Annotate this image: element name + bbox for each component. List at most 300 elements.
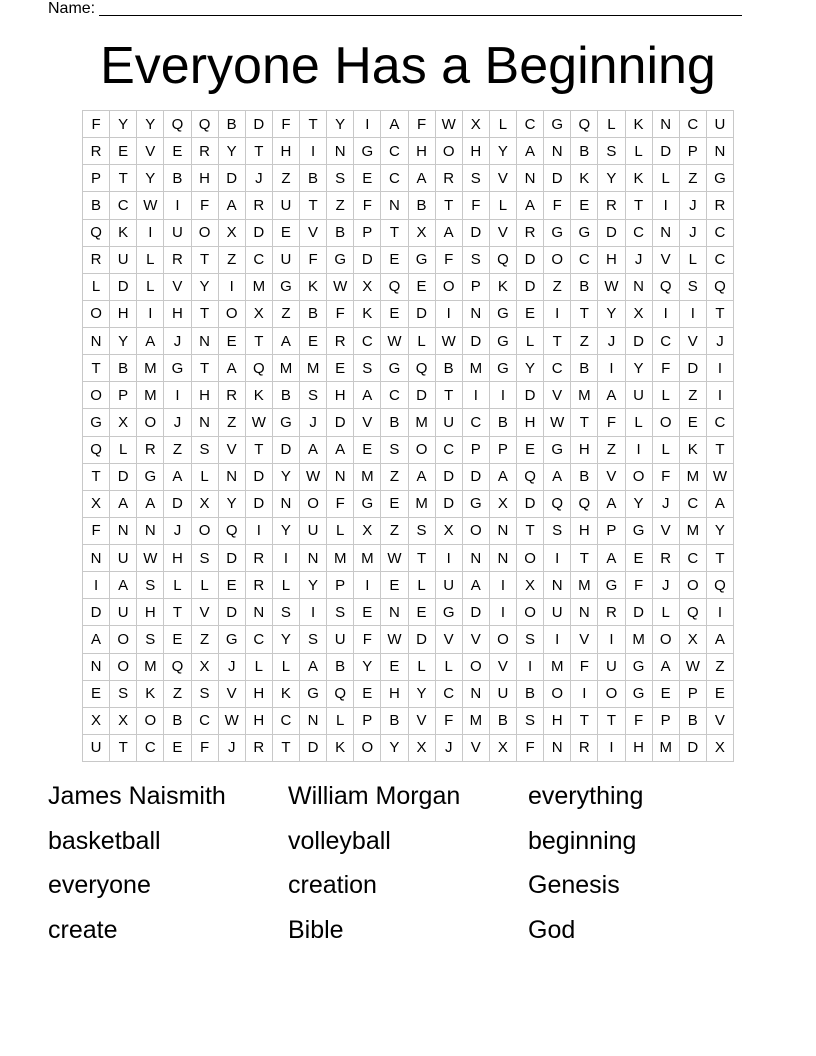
grid-cell: E — [83, 681, 110, 708]
grid-cell: Q — [83, 437, 110, 464]
grid-cell: F — [192, 192, 219, 219]
grid-cell: T — [544, 328, 571, 355]
grid-cell: K — [246, 382, 273, 409]
grid-cell: E — [409, 274, 436, 301]
grid-cell: P — [463, 437, 490, 464]
grid-cell: W — [381, 626, 408, 653]
grid-cell: U — [544, 599, 571, 626]
grid-cell: K — [490, 274, 517, 301]
grid-cell: I — [544, 626, 571, 653]
grid-cell: Q — [544, 491, 571, 518]
grid-cell: H — [164, 301, 191, 328]
grid-cell: Z — [544, 274, 571, 301]
grid-cell: T — [164, 599, 191, 626]
grid-cell: L — [517, 328, 544, 355]
grid-cell: E — [354, 599, 381, 626]
grid-cell: S — [544, 518, 571, 545]
grid-cell: F — [409, 111, 436, 138]
grid-cell: N — [463, 681, 490, 708]
grid-cell: A — [436, 220, 463, 247]
grid-cell: Q — [409, 355, 436, 382]
grid-cell: K — [354, 301, 381, 328]
grid-cell: C — [436, 437, 463, 464]
grid-cell: N — [300, 708, 327, 735]
grid-cell: P — [354, 220, 381, 247]
grid-cell: X — [463, 111, 490, 138]
grid-cell: U — [83, 735, 110, 762]
grid-cell: D — [626, 328, 653, 355]
grid-cell: M — [653, 735, 680, 762]
grid-cell: W — [219, 708, 246, 735]
grid-cell: H — [571, 437, 598, 464]
grid-cell: A — [83, 626, 110, 653]
grid-cell: G — [381, 355, 408, 382]
grid-cell: F — [626, 572, 653, 599]
grid-cell: F — [327, 491, 354, 518]
grid-cell: A — [707, 626, 734, 653]
grid-cell: P — [680, 138, 707, 165]
grid-cell: D — [463, 599, 490, 626]
grid-cell: U — [110, 545, 137, 572]
grid-cell: E — [409, 599, 436, 626]
grid-cell: S — [327, 165, 354, 192]
grid-cell: V — [137, 138, 164, 165]
grid-cell: X — [680, 626, 707, 653]
grid-cell: W — [327, 274, 354, 301]
grid-cell: O — [83, 382, 110, 409]
grid-cell: N — [246, 599, 273, 626]
grid-cell: M — [409, 491, 436, 518]
grid-cell: O — [517, 545, 544, 572]
grid-cell: I — [707, 599, 734, 626]
grid-cell: X — [490, 491, 517, 518]
grid-cell: R — [571, 735, 598, 762]
grid-cell: T — [246, 328, 273, 355]
grid-cell: V — [707, 708, 734, 735]
grid-cell: M — [680, 464, 707, 491]
grid-cell: T — [300, 111, 327, 138]
grid-cell: D — [517, 491, 544, 518]
grid-cell: X — [246, 301, 273, 328]
grid-cell: Z — [571, 328, 598, 355]
grid-cell: X — [490, 735, 517, 762]
grid-cell: N — [327, 138, 354, 165]
grid-cell: B — [571, 138, 598, 165]
grid-cell: Z — [680, 165, 707, 192]
grid-cell: Q — [571, 491, 598, 518]
grid-cell: H — [246, 708, 273, 735]
grid-cell: K — [273, 681, 300, 708]
grid-cell: R — [598, 599, 625, 626]
grid-cell: E — [707, 681, 734, 708]
grid-cell: J — [164, 518, 191, 545]
grid-cell: K — [571, 165, 598, 192]
grid-cell: I — [707, 355, 734, 382]
grid-cell: R — [164, 247, 191, 274]
grid-cell: J — [680, 192, 707, 219]
grid-cell: A — [653, 654, 680, 681]
grid-cell: N — [273, 491, 300, 518]
grid-cell: I — [164, 382, 191, 409]
grid-cell: J — [219, 654, 246, 681]
grid-cell: Y — [219, 491, 246, 518]
grid-cell: E — [273, 220, 300, 247]
grid-cell: V — [571, 626, 598, 653]
grid-cell: N — [192, 328, 219, 355]
grid-cell: Q — [219, 518, 246, 545]
grid-cell: F — [327, 301, 354, 328]
grid-cell: J — [246, 165, 273, 192]
grid-cell: D — [463, 220, 490, 247]
grid-cell: O — [653, 409, 680, 436]
word-bank-item: Genesis — [528, 871, 620, 899]
grid-cell: Y — [192, 274, 219, 301]
grid-cell: Q — [192, 111, 219, 138]
grid-cell: B — [300, 301, 327, 328]
grid-cell: O — [409, 437, 436, 464]
grid-cell: I — [653, 192, 680, 219]
grid-cell: S — [354, 355, 381, 382]
grid-cell: T — [626, 192, 653, 219]
grid-cell: H — [327, 382, 354, 409]
grid-cell: E — [219, 328, 246, 355]
grid-cell: A — [598, 382, 625, 409]
grid-cell: C — [354, 328, 381, 355]
grid-cell: N — [110, 518, 137, 545]
grid-cell: I — [354, 111, 381, 138]
grid-cell: W — [707, 464, 734, 491]
grid-cell: X — [110, 708, 137, 735]
grid-cell: N — [83, 545, 110, 572]
grid-cell: F — [192, 735, 219, 762]
grid-cell: F — [653, 464, 680, 491]
grid-cell: T — [707, 437, 734, 464]
grid-cell: I — [137, 220, 164, 247]
grid-cell: O — [463, 518, 490, 545]
grid-cell: N — [490, 518, 517, 545]
grid-cell: A — [544, 464, 571, 491]
grid-cell: D — [653, 138, 680, 165]
grid-cell: R — [83, 138, 110, 165]
grid-cell: C — [381, 138, 408, 165]
grid-cell: F — [83, 111, 110, 138]
grid-cell: A — [409, 165, 436, 192]
grid-cell: Y — [273, 626, 300, 653]
grid-cell: V — [192, 599, 219, 626]
grid-cell: E — [327, 355, 354, 382]
grid-cell: B — [381, 708, 408, 735]
grid-cell: I — [246, 518, 273, 545]
grid-cell: Q — [707, 572, 734, 599]
word-bank — [48, 778, 768, 956]
word-bank-item: Bible — [288, 915, 344, 944]
grid-cell: Q — [381, 274, 408, 301]
grid-cell: O — [192, 220, 219, 247]
grid-cell: Y — [327, 111, 354, 138]
grid-cell: U — [164, 220, 191, 247]
grid-cell: D — [463, 328, 490, 355]
grid-cell: R — [707, 192, 734, 219]
grid-cell: E — [164, 735, 191, 762]
grid-cell: E — [110, 138, 137, 165]
grid-cell: E — [680, 409, 707, 436]
grid-cell: Q — [327, 681, 354, 708]
grid-cell: H — [409, 138, 436, 165]
grid-cell: A — [490, 464, 517, 491]
grid-cell: I — [544, 301, 571, 328]
grid-cell: X — [707, 735, 734, 762]
grid-cell: C — [192, 708, 219, 735]
grid-cell: M — [137, 382, 164, 409]
grid-cell: I — [653, 301, 680, 328]
grid-cell: E — [219, 572, 246, 599]
grid-cell: B — [164, 708, 191, 735]
grid-cell: P — [598, 518, 625, 545]
grid-cell: I — [300, 599, 327, 626]
grid-cell: M — [626, 626, 653, 653]
grid-cell: Q — [164, 111, 191, 138]
grid-cell: B — [680, 708, 707, 735]
grid-cell: J — [436, 735, 463, 762]
grid-cell: K — [110, 220, 137, 247]
grid-cell: D — [219, 545, 246, 572]
grid-cell: N — [544, 572, 571, 599]
grid-cell: S — [409, 518, 436, 545]
grid-cell: I — [137, 301, 164, 328]
word-bank-item: James Naismith — [48, 782, 226, 810]
name-field-row — [48, 0, 742, 18]
grid-cell: H — [626, 735, 653, 762]
grid-cell: M — [409, 409, 436, 436]
grid-cell: I — [626, 437, 653, 464]
grid-cell: L — [137, 247, 164, 274]
grid-cell: D — [327, 409, 354, 436]
grid-cell: L — [409, 572, 436, 599]
grid-cell: G — [83, 409, 110, 436]
grid-cell: I — [164, 192, 191, 219]
grid-cell: A — [273, 328, 300, 355]
grid-cell: U — [273, 192, 300, 219]
grid-cell: S — [110, 681, 137, 708]
grid-cell: G — [544, 437, 571, 464]
grid-cell: I — [707, 382, 734, 409]
grid-cell: O — [626, 464, 653, 491]
grid-cell: D — [246, 111, 273, 138]
grid-cell: O — [137, 409, 164, 436]
grid-cell: N — [544, 735, 571, 762]
grid-cell: X — [517, 572, 544, 599]
grid-cell: E — [164, 138, 191, 165]
grid-cell: E — [164, 626, 191, 653]
grid-cell: H — [164, 545, 191, 572]
grid-cell: I — [273, 545, 300, 572]
grid-cell: T — [192, 301, 219, 328]
grid-cell: E — [571, 192, 598, 219]
grid-cell: B — [219, 111, 246, 138]
grid-cell: R — [246, 192, 273, 219]
grid-cell: T — [273, 735, 300, 762]
grid-cell: N — [463, 545, 490, 572]
grid-cell: U — [273, 247, 300, 274]
grid-cell: X — [354, 518, 381, 545]
grid-cell: N — [137, 518, 164, 545]
grid-cell: V — [680, 328, 707, 355]
grid-cell: C — [246, 626, 273, 653]
grid-cell: Q — [680, 599, 707, 626]
grid-cell: Z — [219, 409, 246, 436]
grid-cell: A — [354, 382, 381, 409]
name-underline — [99, 15, 742, 16]
grid-cell: Y — [626, 355, 653, 382]
grid-cell: Y — [598, 165, 625, 192]
grid-cell: S — [137, 626, 164, 653]
grid-cell: N — [653, 220, 680, 247]
grid-cell: V — [490, 654, 517, 681]
grid-cell: U — [110, 247, 137, 274]
grid-cell: E — [381, 301, 408, 328]
grid-cell: B — [327, 220, 354, 247]
grid-cell: B — [409, 192, 436, 219]
grid-cell: V — [653, 518, 680, 545]
grid-cell: I — [463, 382, 490, 409]
grid-cell: X — [626, 301, 653, 328]
grid-cell: N — [463, 301, 490, 328]
grid-cell: R — [219, 382, 246, 409]
grid-cell: H — [192, 165, 219, 192]
grid-cell: H — [598, 247, 625, 274]
grid-cell: S — [192, 437, 219, 464]
grid-cell: O — [436, 138, 463, 165]
grid-cell: E — [381, 654, 408, 681]
grid-cell: C — [137, 735, 164, 762]
grid-cell: J — [598, 328, 625, 355]
grid-cell: N — [544, 138, 571, 165]
grid-cell: E — [381, 572, 408, 599]
grid-cell: G — [490, 301, 517, 328]
grid-cell: D — [246, 464, 273, 491]
grid-cell: B — [571, 274, 598, 301]
grid-cell: Z — [381, 464, 408, 491]
grid-cell: S — [463, 165, 490, 192]
grid-cell: D — [110, 464, 137, 491]
grid-cell: D — [246, 220, 273, 247]
grid-cell: T — [571, 301, 598, 328]
grid-cell: E — [517, 437, 544, 464]
grid-cell: U — [110, 599, 137, 626]
grid-cell: N — [707, 138, 734, 165]
grid-cell: Z — [381, 518, 408, 545]
grid-cell: N — [300, 545, 327, 572]
grid-cell: D — [409, 382, 436, 409]
grid-cell: L — [327, 708, 354, 735]
grid-cell: L — [626, 138, 653, 165]
grid-cell: A — [598, 545, 625, 572]
grid-cell: D — [544, 165, 571, 192]
grid-cell: F — [436, 247, 463, 274]
grid-cell: I — [490, 572, 517, 599]
grid-cell: U — [436, 572, 463, 599]
grid-cell: V — [354, 409, 381, 436]
grid-cell: L — [246, 654, 273, 681]
grid-cell: Y — [273, 518, 300, 545]
grid-cell: L — [192, 572, 219, 599]
grid-cell: A — [137, 328, 164, 355]
grid-cell: A — [137, 491, 164, 518]
grid-cell: O — [463, 654, 490, 681]
grid-cell: A — [110, 572, 137, 599]
grid-cell: V — [436, 626, 463, 653]
grid-cell: P — [327, 572, 354, 599]
grid-cell: E — [354, 437, 381, 464]
grid-cell: P — [680, 681, 707, 708]
grid-cell: O — [110, 626, 137, 653]
grid-cell: X — [192, 654, 219, 681]
grid-cell: L — [653, 599, 680, 626]
grid-cell: D — [436, 464, 463, 491]
grid-cell: F — [517, 735, 544, 762]
grid-cell: W — [246, 409, 273, 436]
grid-cell: F — [571, 654, 598, 681]
grid-cell: Q — [517, 464, 544, 491]
grid-cell: D — [219, 599, 246, 626]
grid-cell: O — [436, 274, 463, 301]
grid-cell: G — [354, 491, 381, 518]
grid-cell: W — [598, 274, 625, 301]
grid-cell: Y — [219, 138, 246, 165]
grid-cell: Z — [598, 437, 625, 464]
grid-cell: Q — [653, 274, 680, 301]
grid-cell: B — [327, 654, 354, 681]
grid-cell: Y — [137, 111, 164, 138]
grid-cell: F — [273, 111, 300, 138]
grid-cell: C — [273, 708, 300, 735]
grid-cell: E — [354, 681, 381, 708]
grid-cell: T — [381, 220, 408, 247]
grid-cell: G — [626, 681, 653, 708]
grid-cell: G — [490, 355, 517, 382]
grid-cell: U — [490, 681, 517, 708]
grid-cell: B — [571, 355, 598, 382]
grid-cell: V — [219, 437, 246, 464]
grid-cell: F — [598, 409, 625, 436]
grid-cell: H — [463, 138, 490, 165]
grid-cell: A — [300, 654, 327, 681]
grid-cell: O — [653, 626, 680, 653]
grid-cell: L — [273, 572, 300, 599]
grid-cell: J — [653, 572, 680, 599]
grid-cell: N — [381, 192, 408, 219]
grid-cell: D — [463, 464, 490, 491]
grid-cell: W — [680, 654, 707, 681]
grid-cell: G — [164, 355, 191, 382]
grid-cell: O — [83, 301, 110, 328]
grid-cell: L — [490, 192, 517, 219]
grid-cell: N — [490, 545, 517, 572]
grid-cell: D — [110, 274, 137, 301]
grid-cell: I — [680, 301, 707, 328]
grid-cell: B — [436, 355, 463, 382]
grid-cell: L — [626, 409, 653, 436]
grid-cell: T — [571, 708, 598, 735]
grid-cell: W — [381, 545, 408, 572]
grid-cell: B — [517, 681, 544, 708]
grid-cell: C — [381, 382, 408, 409]
grid-cell: I — [436, 301, 463, 328]
grid-cell: K — [680, 437, 707, 464]
grid-cell: T — [571, 545, 598, 572]
grid-cell: L — [598, 111, 625, 138]
grid-cell: G — [598, 572, 625, 599]
